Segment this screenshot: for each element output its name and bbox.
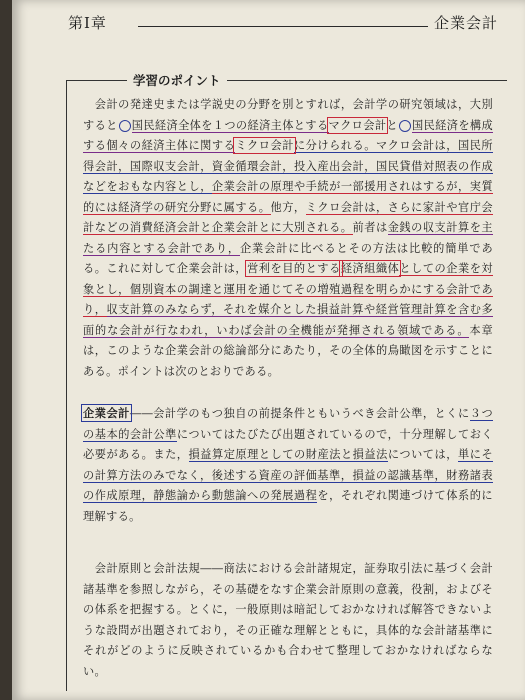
text-run: 本章は，このような企業会計の総論部分にあたり，その全体的鳥瞰図を示すことにある。ポイントは次のとおりである。: [83, 323, 493, 378]
text-run: 国民経済全体を１つの経済主体とする: [131, 118, 329, 132]
circle-mark-icon: [399, 120, 411, 132]
text-run: と: [386, 118, 398, 132]
text-run: 単にその計算方法のみでなく，後述する資産の評価基準，損益の認識基準，財務諸表の作成原理，静態論から動態論への発展過程: [83, 448, 493, 502]
text-run: 会計原則と会計法規――商法における会計諸規定，証券取引法に基づく会計諸基準を参照しながら，その基礎をなす企業会計原則の意義，役割，およびその体系を把握する。とくに，一般原則は暗記しておかなければ解答できないような設問が出題されており，その正確な理解とともに，具体的な会計諸基準にそれがどのように反映されているかも合わせて整理しておかなければならない。: [83, 562, 493, 678]
text-run: に分けられる。マクロ会計は，国民所得会計，国際収支会計，資金循環会計，投入産出会計，国民貸借対照表の作成などをおもな内容とし，: [83, 139, 493, 193]
paragraph-intro: [83, 95, 493, 382]
chapter-header: [68, 10, 498, 36]
text-run: ミクロ会計: [235, 139, 294, 152]
text-run: 経済組織体: [340, 262, 400, 275]
chapter-title: 企業会計: [433, 14, 498, 32]
text-run: 営利を目的とする: [247, 262, 341, 275]
text-run: マクロ会計: [328, 118, 387, 132]
book-page: [12, 0, 525, 700]
text-run: 収支計算のみならず，それを媒介とした損益計算や経営管理計算を含む多面的な会計が行なわれ，いわば会計の全機能が発揮される領域である。: [83, 303, 494, 337]
chapter-number: 第Ⅰ章: [68, 14, 107, 32]
header-rule: [138, 26, 428, 27]
text-run: 損益算定原理としての財産法と損益法: [188, 448, 388, 461]
text-run: ――会計学のもつ独自の前提条件ともいうべき会計公準，とくに: [129, 407, 470, 420]
text-run: 企業会計の原理や手続が一部援用されはするが，実質的には経済学の研究分野に属する。: [83, 180, 493, 214]
text-run: 他方，: [270, 200, 306, 214]
text-run: ３つの基本的会計公準: [83, 407, 493, 441]
text-run: 金銭の収支計算を主たる内容とする会計であり，: [83, 221, 493, 255]
paragraph-accounting-principles: [83, 559, 493, 682]
text-run: ミクロ会計は，さらに家計や官庁会計などの消費経済会計と企業会計とに大別される。: [83, 200, 493, 234]
text-run: を，それぞれ関連づけて体系的に理解する。: [83, 489, 493, 523]
text-run: 会計の発達史または学説史の分野を別とすれば，会計学の研究領域は，大別すると: [83, 98, 493, 132]
text-run: としての企業を対象とし，個別資本の調達と運用を通じてその増殖過程を明らかにする会計であり，: [83, 262, 493, 316]
box-title: 学習のポイント: [127, 71, 227, 89]
paragraph-enterprise-accounting: [83, 403, 493, 527]
circle-mark-icon: [119, 120, 131, 132]
text-run: については，: [387, 448, 458, 461]
learning-points-box: [66, 73, 507, 691]
text-run: についてはたびたび出題されているので，十分理解しておく必要がある。また，: [83, 427, 493, 461]
text-run: 企業会計: [83, 406, 130, 420]
text-run: 企業会計に比べるとその方法は比較的簡単である。これに対して企業会計は，: [83, 241, 493, 275]
text-run: 国民経済を構成する個々の経済主体に関する: [83, 118, 493, 152]
text-run: 前者は: [352, 221, 388, 234]
